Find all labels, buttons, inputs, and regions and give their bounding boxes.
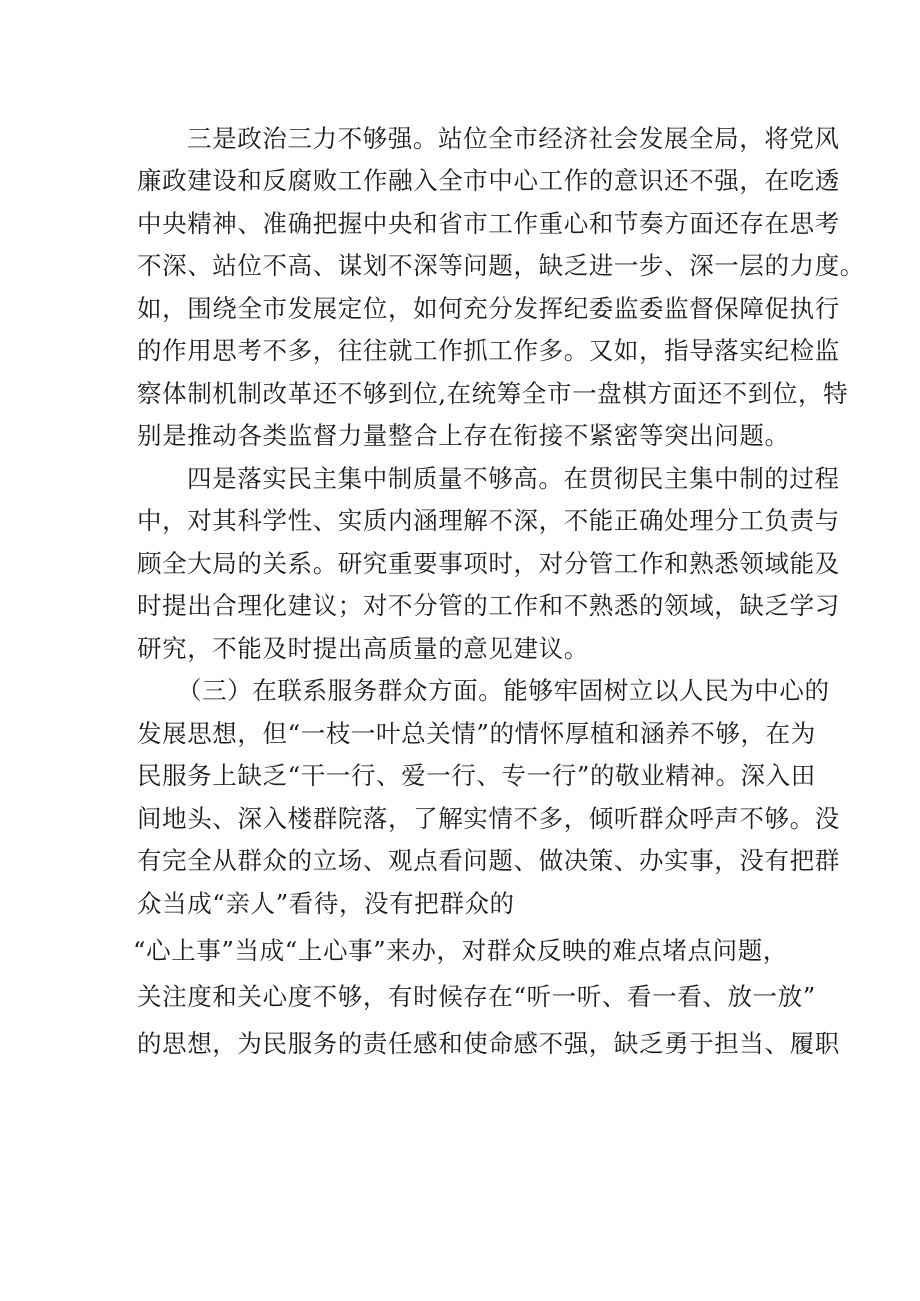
paragraph-line: 顾全大局的关系。研究重要事项时，对分管工作和熟悉领域能及 bbox=[137, 549, 840, 578]
paragraph-line: 察体制机制改革还不够到位,在统筹全市一盘棋方面还不到位，特 bbox=[137, 379, 849, 408]
paragraph-line: 研究，不能及时提出高质量的意见建议。 bbox=[137, 634, 589, 663]
paragraph-line: 廉政建设和反腐败工作融入全市中心工作的意识还不强，在吃透 bbox=[137, 166, 840, 195]
paragraph-line: 有完全从群众的立场、观点看问题、做决策、办实事，没有把群 bbox=[137, 846, 840, 875]
paragraph-line: 时提出合理化建议；对不分管的工作和不熟悉的领域，缺乏学习 bbox=[137, 591, 840, 620]
paragraph-line: 四是落实民主集中制质量不够高。在贯彻民主集中制的过程 bbox=[187, 464, 840, 493]
paragraph-line: 发展思想，但“一枝一叶总关情”的情怀厚植和涵养不够，在为 bbox=[137, 719, 816, 748]
paragraph-line: 民服务上缺乏“干一行、爱一行、专一行”的敬业精神。深入田 bbox=[137, 761, 816, 790]
paragraph-line: 三是政治三力不够强。站位全市经济社会发展全局，将党风 bbox=[187, 124, 840, 153]
paragraph-line: “心上事”当成“上心事”来办，对群众反映的难点堵点问题， bbox=[133, 936, 788, 965]
paragraph-line: 众当成“亲人”看待，没有把群众的 bbox=[137, 889, 515, 918]
paragraph-line: 如，围绕全市发展定位，如何充分发挥纪委监委监督保障促执行 bbox=[137, 294, 840, 323]
paragraph-line: 别是推动各类监督力量整合上存在衔接不紧密等突出问题。 bbox=[137, 421, 790, 450]
paragraph-line: 的作用思考不多，往往就工作抓工作多。又如，指导落实纪检监 bbox=[137, 336, 840, 365]
paragraph-line: 中，对其科学性、实质内涵理解不深，不能正确处理分工负责与 bbox=[137, 506, 840, 535]
paragraph-line: 不深、站位不高、谋划不深等问题，缺乏进一步、深一层的力度。 bbox=[137, 251, 865, 280]
paragraph-line: 的思想，为民服务的责任感和使命感不强，缺乏勇于担当、履职 bbox=[137, 1029, 840, 1058]
paragraph-line: 中央精神、准确把握中央和省市工作重心和节奏方面还存在思考 bbox=[137, 209, 840, 238]
paragraph-line: 关注度和关心度不够，有时候存在“听一听、看一看、放一放” bbox=[137, 982, 816, 1011]
paragraph-line: 间地头、深入楼群院落，了解实情不多，倾听群众呼声不够。没 bbox=[137, 804, 840, 833]
section-heading-line: （三）在联系服务群众方面。能够牢固树立以人民为中心的 bbox=[177, 676, 830, 705]
